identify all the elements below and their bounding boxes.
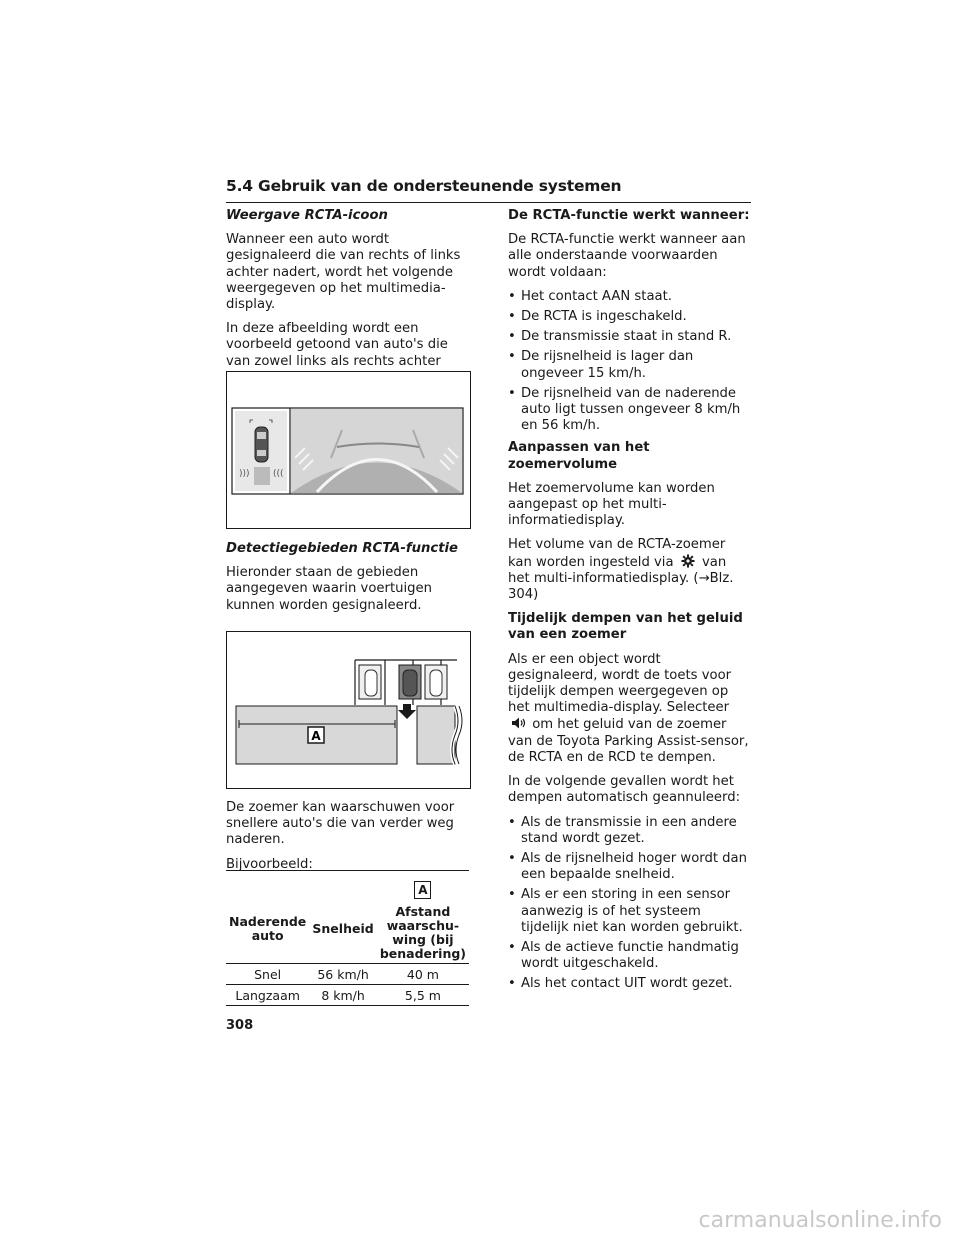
cancel-mute-list	[508, 815, 752, 993]
list-item: • Als de transmissie in een andere stand wordt gezet.	[508, 815, 752, 847]
cell-car: Langzaam	[226, 985, 309, 1006]
header-distance	[377, 871, 469, 964]
list-item: • De rijsnelheid is lager dan ongeveer 15 km/h.	[508, 349, 752, 381]
text: om het geluid van de zoemer van de Toyota Parking Assist-sensor, de RCTA en de RCD te dempen.	[508, 717, 749, 765]
text: Als er een object wordt gesignaleerd, wordt de toets voor tijdelijk dempen weergegeven op het multimedia-display. Selecteer	[508, 651, 732, 716]
detection-areas-illustration	[227, 632, 470, 788]
cell-speed: 8 km/h	[309, 985, 377, 1006]
text: Het volume van de RCTA-zoemer kan worden ingesteld via	[508, 537, 726, 570]
header-speed: Snelheid	[309, 871, 377, 964]
svg-text:(((: (((	[273, 469, 284, 479]
figure-rcta-display	[226, 371, 471, 529]
page-number: 308	[226, 1018, 254, 1033]
section-header	[226, 176, 751, 203]
list-item: • De rijsnelheid van de naderende auto ligt tussen ongeveer 8 km/h en 56 km/h.	[508, 386, 752, 435]
section-title: 5.4 Gebruik van de ondersteunende systemen	[226, 177, 622, 195]
list-item: • De RCTA is ingeschakeld.	[508, 309, 752, 325]
list-item: • Het contact AAN staat.	[508, 289, 752, 305]
left-column-bottom	[226, 800, 474, 881]
cell-car: Snel	[226, 964, 309, 985]
figure-detection-areas	[226, 631, 471, 789]
paragraph	[508, 652, 752, 766]
table	[226, 871, 469, 1006]
paragraph: Wanneer een auto wordt gesignaleerd die van rechts of links achter nadert, wordt het volgende weergegeven op het multimedia-display.	[226, 232, 461, 313]
gear-icon	[680, 554, 696, 568]
right-column	[508, 208, 752, 997]
list-item: • Als de actieve functie handmatig wordt uitgeschakeld.	[508, 940, 752, 972]
paragraph: Het zoemervolume kan worden aangepast op het multi-informatiedisplay.	[508, 480, 715, 529]
list-item: • Als het contact UIT wordt gezet.	[508, 976, 752, 992]
heading-detection-areas: Detectiegebieden RCTA-functie	[226, 541, 458, 556]
watermark: carmanualsonline.info	[698, 1208, 942, 1233]
left-column-top	[226, 208, 474, 394]
left-column-mid	[226, 541, 474, 622]
table-row	[226, 964, 469, 985]
paragraph: In de volgende gevallen wordt het dempen automatisch geannuleerd:	[508, 774, 741, 806]
paragraph: In deze afbeelding wordt een voorbeeld getoond van auto's die van zowel links als rechts achter	[226, 321, 448, 369]
list-item: • Als er een storing in een sensor aanwezig is of het systeem tijdelijk niet kan worden gebruikt.	[508, 887, 752, 936]
paragraph: De zoemer kan waarschuwen voor snellere auto's die van verder weg naderen.	[226, 800, 455, 848]
area-a-label: A	[311, 729, 321, 743]
speaker-mute-icon	[510, 716, 526, 730]
heading-mute-buzzer: Tijdelijk dempen van het geluid van een zoemer	[508, 611, 743, 643]
heading-buzzer-volume: Aanpassen van het zoemervolume	[508, 440, 650, 472]
heading-rcta-works: De RCTA-functie werkt wanneer:	[508, 208, 750, 223]
table-row	[226, 985, 469, 1006]
area-a-letter: A	[414, 881, 431, 899]
svg-text:))): )))	[239, 469, 250, 479]
paragraph: Hieronder staan de gebieden aangegeven waarin voertuigen kunnen worden gesignaleerd.	[226, 565, 432, 613]
rcta-display-illustration	[227, 372, 470, 528]
list-item: • Als de rijsnelheid hoger wordt dan een bepaalde snelheid.	[508, 851, 752, 883]
paragraph: De RCTA-functie werkt wanneer aan alle onderstaande voorwaarden wordt voldaan:	[508, 232, 746, 280]
heading-rcta-icon: Weergave RCTA-icoon	[226, 208, 388, 223]
cell-distance: 40 m	[377, 964, 469, 985]
list-item: • De transmissie staat in stand R.	[508, 329, 752, 345]
conditions-list	[508, 289, 752, 435]
text: van het multi-informatiedisplay. (→Blz. 304)	[508, 554, 734, 603]
cell-distance: 5,5 m	[377, 985, 469, 1006]
paragraph: Bijvoorbeeld:	[226, 856, 313, 872]
table-header-row	[226, 871, 469, 964]
cell-speed: 56 km/h	[309, 964, 377, 985]
paragraph	[508, 537, 752, 603]
header-approaching-car: Naderende auto	[226, 871, 309, 964]
header-distance-label: Afstand waarschu-wing (bij benadering)	[379, 904, 467, 961]
speed-distance-table	[226, 870, 469, 1006]
